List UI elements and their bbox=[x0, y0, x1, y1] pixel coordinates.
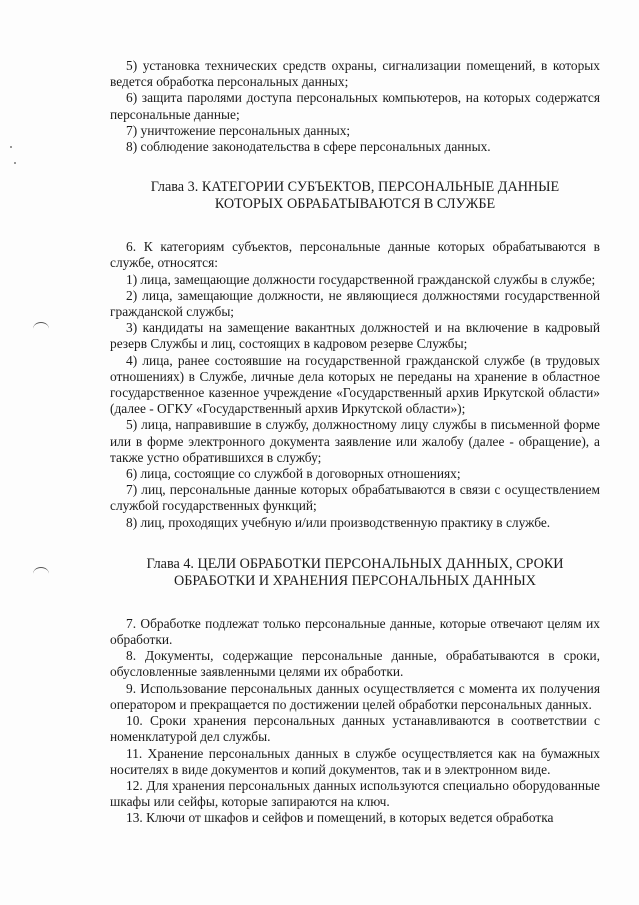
paragraph: 10. Сроки хранения персональных данных устанавливаются в соответствии с номенклатурой дел службы. bbox=[110, 713, 600, 745]
scan-speck bbox=[14, 162, 16, 164]
list-item: 6) лица, состоящие со службой в договорных отношениях; bbox=[126, 466, 461, 482]
list-item: 6) защита паролями доступа персональных компьютеров, на которых содержатся персональные данные; bbox=[110, 90, 600, 122]
list-item: 1) лица, замещающие должности государственной гражданской службы в службе; bbox=[126, 271, 596, 287]
paragraph: 7. Обработке подлежат только персональные данные, которые отвечают целям их обработки. bbox=[110, 615, 600, 648]
list-item: 8) лиц, проходящих учебную и/или производственную практику в службе. bbox=[126, 514, 551, 530]
paragraph: 12. Для хранения персональных данных используются специально оборудованные шкафы или сейфы, которые запираются на ключ. bbox=[110, 777, 600, 810]
list-item: 7) уничтожение персональных данных; bbox=[126, 122, 351, 138]
paragraph: 8. Документы, содержащие персональные данные, обрабатываются в сроки, обусловленные заявленными целями их обработки. bbox=[110, 648, 600, 680]
chapter-3-heading: Глава 3. КАТЕГОРИИ СУБЪЕКТОВ, ПЕРСОНАЛЬНЫЕ ДАННЫЕ КОТОРЫХ ОБРАБАТЫВАЮТСЯ В СЛУЖБЕ bbox=[150, 179, 560, 213]
list-item: 3) кандидаты на замещение вакантных должностей и на включение в кадровый резерв Службы и лиц, состоящих в кадровом резерве Службы; bbox=[110, 320, 600, 352]
list-item: 7) лиц, персональные данные которых обрабатываются в связи с осуществлением службой государственных функций; bbox=[110, 482, 600, 514]
list-item: 5) установка технических средств охраны, сигнализации помещений, в которых ведется обработка персональных данных; bbox=[110, 58, 600, 90]
list-item: 8) соблюдение законодательства в сфере персональных данных. bbox=[126, 139, 491, 155]
scan-speck bbox=[10, 146, 12, 148]
document-body bbox=[110, 58, 600, 827]
chapter-4-heading: Глава 4. ЦЕЛИ ОБРАБОТКИ ПЕРСОНАЛЬНЫХ ДАННЫХ, СРОКИ ОБРАБОТКИ И ХРАНЕНИЯ ПЕРСОНАЛЬНЫХ ДАННЫХ bbox=[146, 555, 564, 589]
paragraph: 13. Ключи от шкафов и сейфов и помещений, в которых ведется обработка bbox=[126, 810, 554, 826]
hole-punch-mark bbox=[33, 322, 49, 329]
list-item: 4) лица, ранее состоявшие на государственной гражданской службе (в трудовых отношениях) в Службе, личные дела которых не переданы на хранение в областное государственное казенное учреждение «Государственный архив Иркутской области» (далее - ОГКУ «Государственный архив Иркутской области»); bbox=[110, 352, 600, 417]
list-item: 5) лица, направившие в службу, должностному лицу службы в письменной форме или в форме электронного документа заявление или жалобу (далее - обращение), а также устно обратившихся в службу; bbox=[110, 417, 600, 465]
hole-punch-mark bbox=[33, 567, 49, 574]
list-item: 2) лица, замещающие должности, не являющиеся должностями государственной гражданской службы; bbox=[110, 287, 600, 320]
paragraph: 6. К категориям субъектов, персональные данные которых обрабатываются в службе, относятся: bbox=[110, 239, 600, 271]
paragraph: 9. Использование персональных данных осуществляется с момента их получения оператором и прекращается по достижении целей обработки персональных данных. bbox=[110, 680, 600, 712]
paragraph: 11. Хранение персональных данных в службе осуществляется как на бумажных носителях в виде документов и копий документов, так и в электронном виде. bbox=[110, 745, 600, 777]
